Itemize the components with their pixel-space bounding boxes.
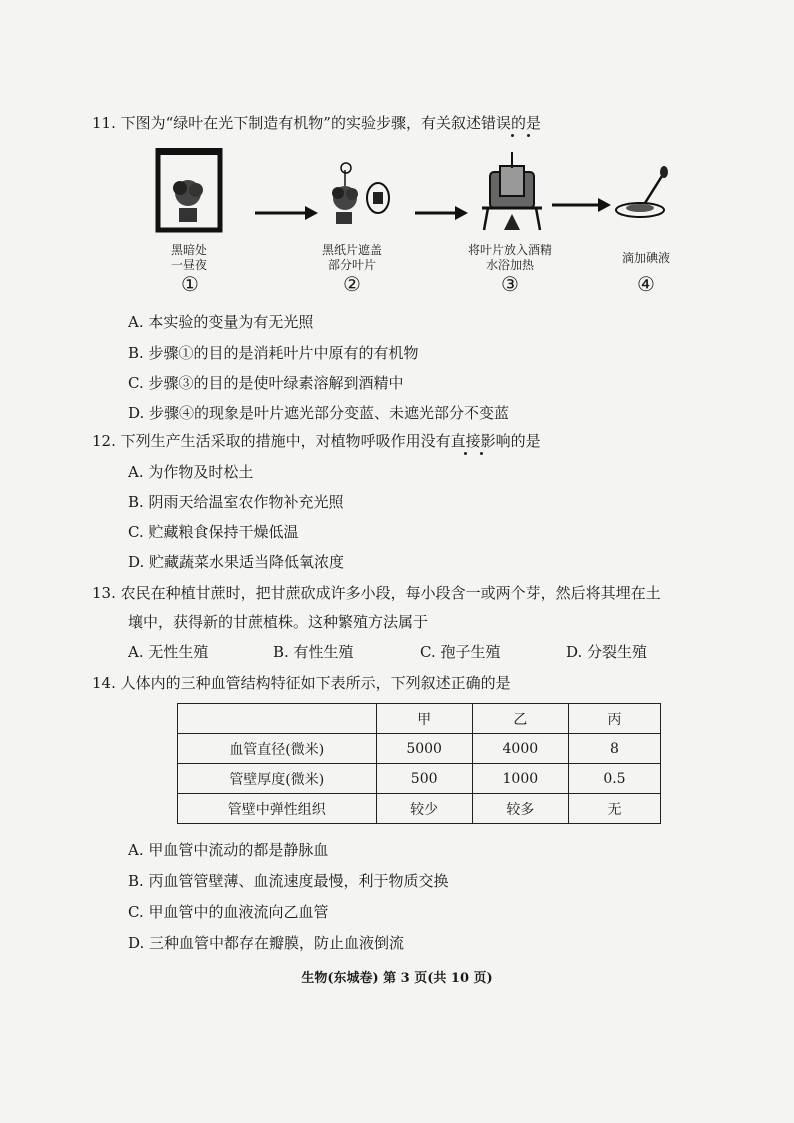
q11-option-d[interactable]: D. 步骤④的现象是叶片遮光部分变蓝、未遮光部分不变蓝 (128, 404, 510, 422)
step-caption-line: 部分叶片 (327, 258, 376, 272)
table-cell: 4000 (472, 734, 568, 764)
step-caption-line: 滴加碘液 (621, 251, 670, 265)
step-3-number: ③ (501, 272, 519, 296)
question-14-stem: 14. 人体内的三种血管结构特征如下表所示，下列叙述正确的是 (92, 674, 511, 692)
step-caption-line: 一昼夜 (170, 258, 207, 272)
experiment-steps-figure (150, 148, 690, 298)
emphasis-dot (511, 134, 514, 137)
iodine-dropper-icon (616, 166, 668, 217)
q14-option-a[interactable]: A. 甲血管中流动的都是静脉血 (128, 841, 329, 859)
table-cell: 血管直径(微米) (178, 734, 377, 764)
table-cell: 5000 (376, 734, 472, 764)
q11-option-a[interactable]: A. 本实验的变量为有无光照 (128, 313, 314, 331)
emphasis-dot (464, 452, 467, 455)
step-4-number: ④ (637, 272, 655, 296)
table-cell: 较多 (472, 794, 568, 824)
q13-option-b[interactable]: B. 有性生殖 (273, 643, 354, 661)
step-caption-line: 将叶片放入酒精 (467, 243, 552, 257)
table-header-cell (178, 704, 377, 734)
arrow-icon (255, 206, 318, 220)
dark-box-plant-icon (158, 150, 220, 230)
step-caption-line: 黑纸片遮盖 (321, 243, 382, 257)
emphasis-dot (527, 134, 530, 137)
table-cell: 管壁厚度(微米) (178, 764, 377, 794)
arrow-icon (552, 198, 611, 212)
q12-option-c[interactable]: C. 贮藏粮食保持干燥低温 (128, 523, 299, 541)
table-header-cell: 乙 (472, 704, 568, 734)
table-header-cell: 丙 (568, 704, 660, 734)
covered-leaf-plant-icon (332, 163, 389, 224)
step-4-caption (606, 251, 686, 266)
table-cell: 0.5 (568, 764, 660, 794)
table-row (178, 764, 661, 794)
arrow-icon (415, 206, 468, 220)
q14-option-c[interactable]: C. 甲血管中的血液流向乙血管 (128, 903, 329, 921)
q11-option-c[interactable]: C. 步骤③的目的是使叶绿素溶解到酒精中 (128, 374, 404, 392)
q14-option-b[interactable]: B. 丙血管管壁薄、血流速度最慢，利于物质交换 (128, 872, 449, 890)
q11-option-b[interactable]: B. 步骤①的目的是消耗叶片中原有的有机物 (128, 344, 419, 362)
table-row (178, 794, 661, 824)
blood-vessel-table (177, 703, 661, 824)
q12-option-d[interactable]: D. 贮藏蔬菜水果适当降低氧浓度 (128, 553, 345, 571)
question-13-stem-line-2: 壤中，获得新的甘蔗植株。这种繁殖方法属于 (128, 613, 429, 631)
question-12-stem: 12. 下列生产生活采取的措施中，对植物呼吸作用没有直接影响的是 (92, 432, 541, 450)
table-cell: 管壁中弹性组织 (178, 794, 377, 824)
table-cell: 1000 (472, 764, 568, 794)
step-3-caption (455, 243, 565, 273)
page-footer: 生物(东城卷) 第 3 页(共 10 页) (301, 971, 493, 986)
table-cell: 无 (568, 794, 660, 824)
q13-option-c[interactable]: C. 孢子生殖 (420, 643, 501, 661)
q14-option-d[interactable]: D. 三种血管中都存在瓣膜，防止血液倒流 (128, 934, 405, 952)
step-caption-line: 水浴加热 (485, 258, 534, 272)
table-cell: 较少 (376, 794, 472, 824)
step-2-caption (312, 243, 392, 273)
emphasis-dot (480, 452, 483, 455)
table-cell: 500 (376, 764, 472, 794)
water-bath-icon (482, 152, 542, 230)
q13-option-a[interactable]: A. 无性生殖 (128, 643, 209, 661)
q12-option-b[interactable]: B. 阴雨天给温室农作物补充光照 (128, 493, 344, 511)
q13-option-d[interactable]: D. 分裂生殖 (566, 643, 648, 661)
table-cell: 8 (568, 734, 660, 764)
question-11-stem: 11. 下图为“绿叶在光下制造有机物”的实验步骤，有关叙述错误的是 (92, 114, 541, 132)
question-13-stem-line-1: 13. 农民在种植甘蔗时，把甘蔗砍成许多小段，每小段含一或两个芽，然后将其埋在土 (92, 584, 661, 602)
table-header-row (178, 704, 661, 734)
table-header-cell: 甲 (376, 704, 472, 734)
step-2-number: ② (343, 272, 361, 296)
step-caption-line: 黑暗处 (170, 243, 207, 257)
step-1-number: ① (181, 272, 199, 296)
step-1-caption (149, 243, 229, 273)
table-row (178, 734, 661, 764)
q12-option-a[interactable]: A. 为作物及时松土 (128, 463, 254, 481)
